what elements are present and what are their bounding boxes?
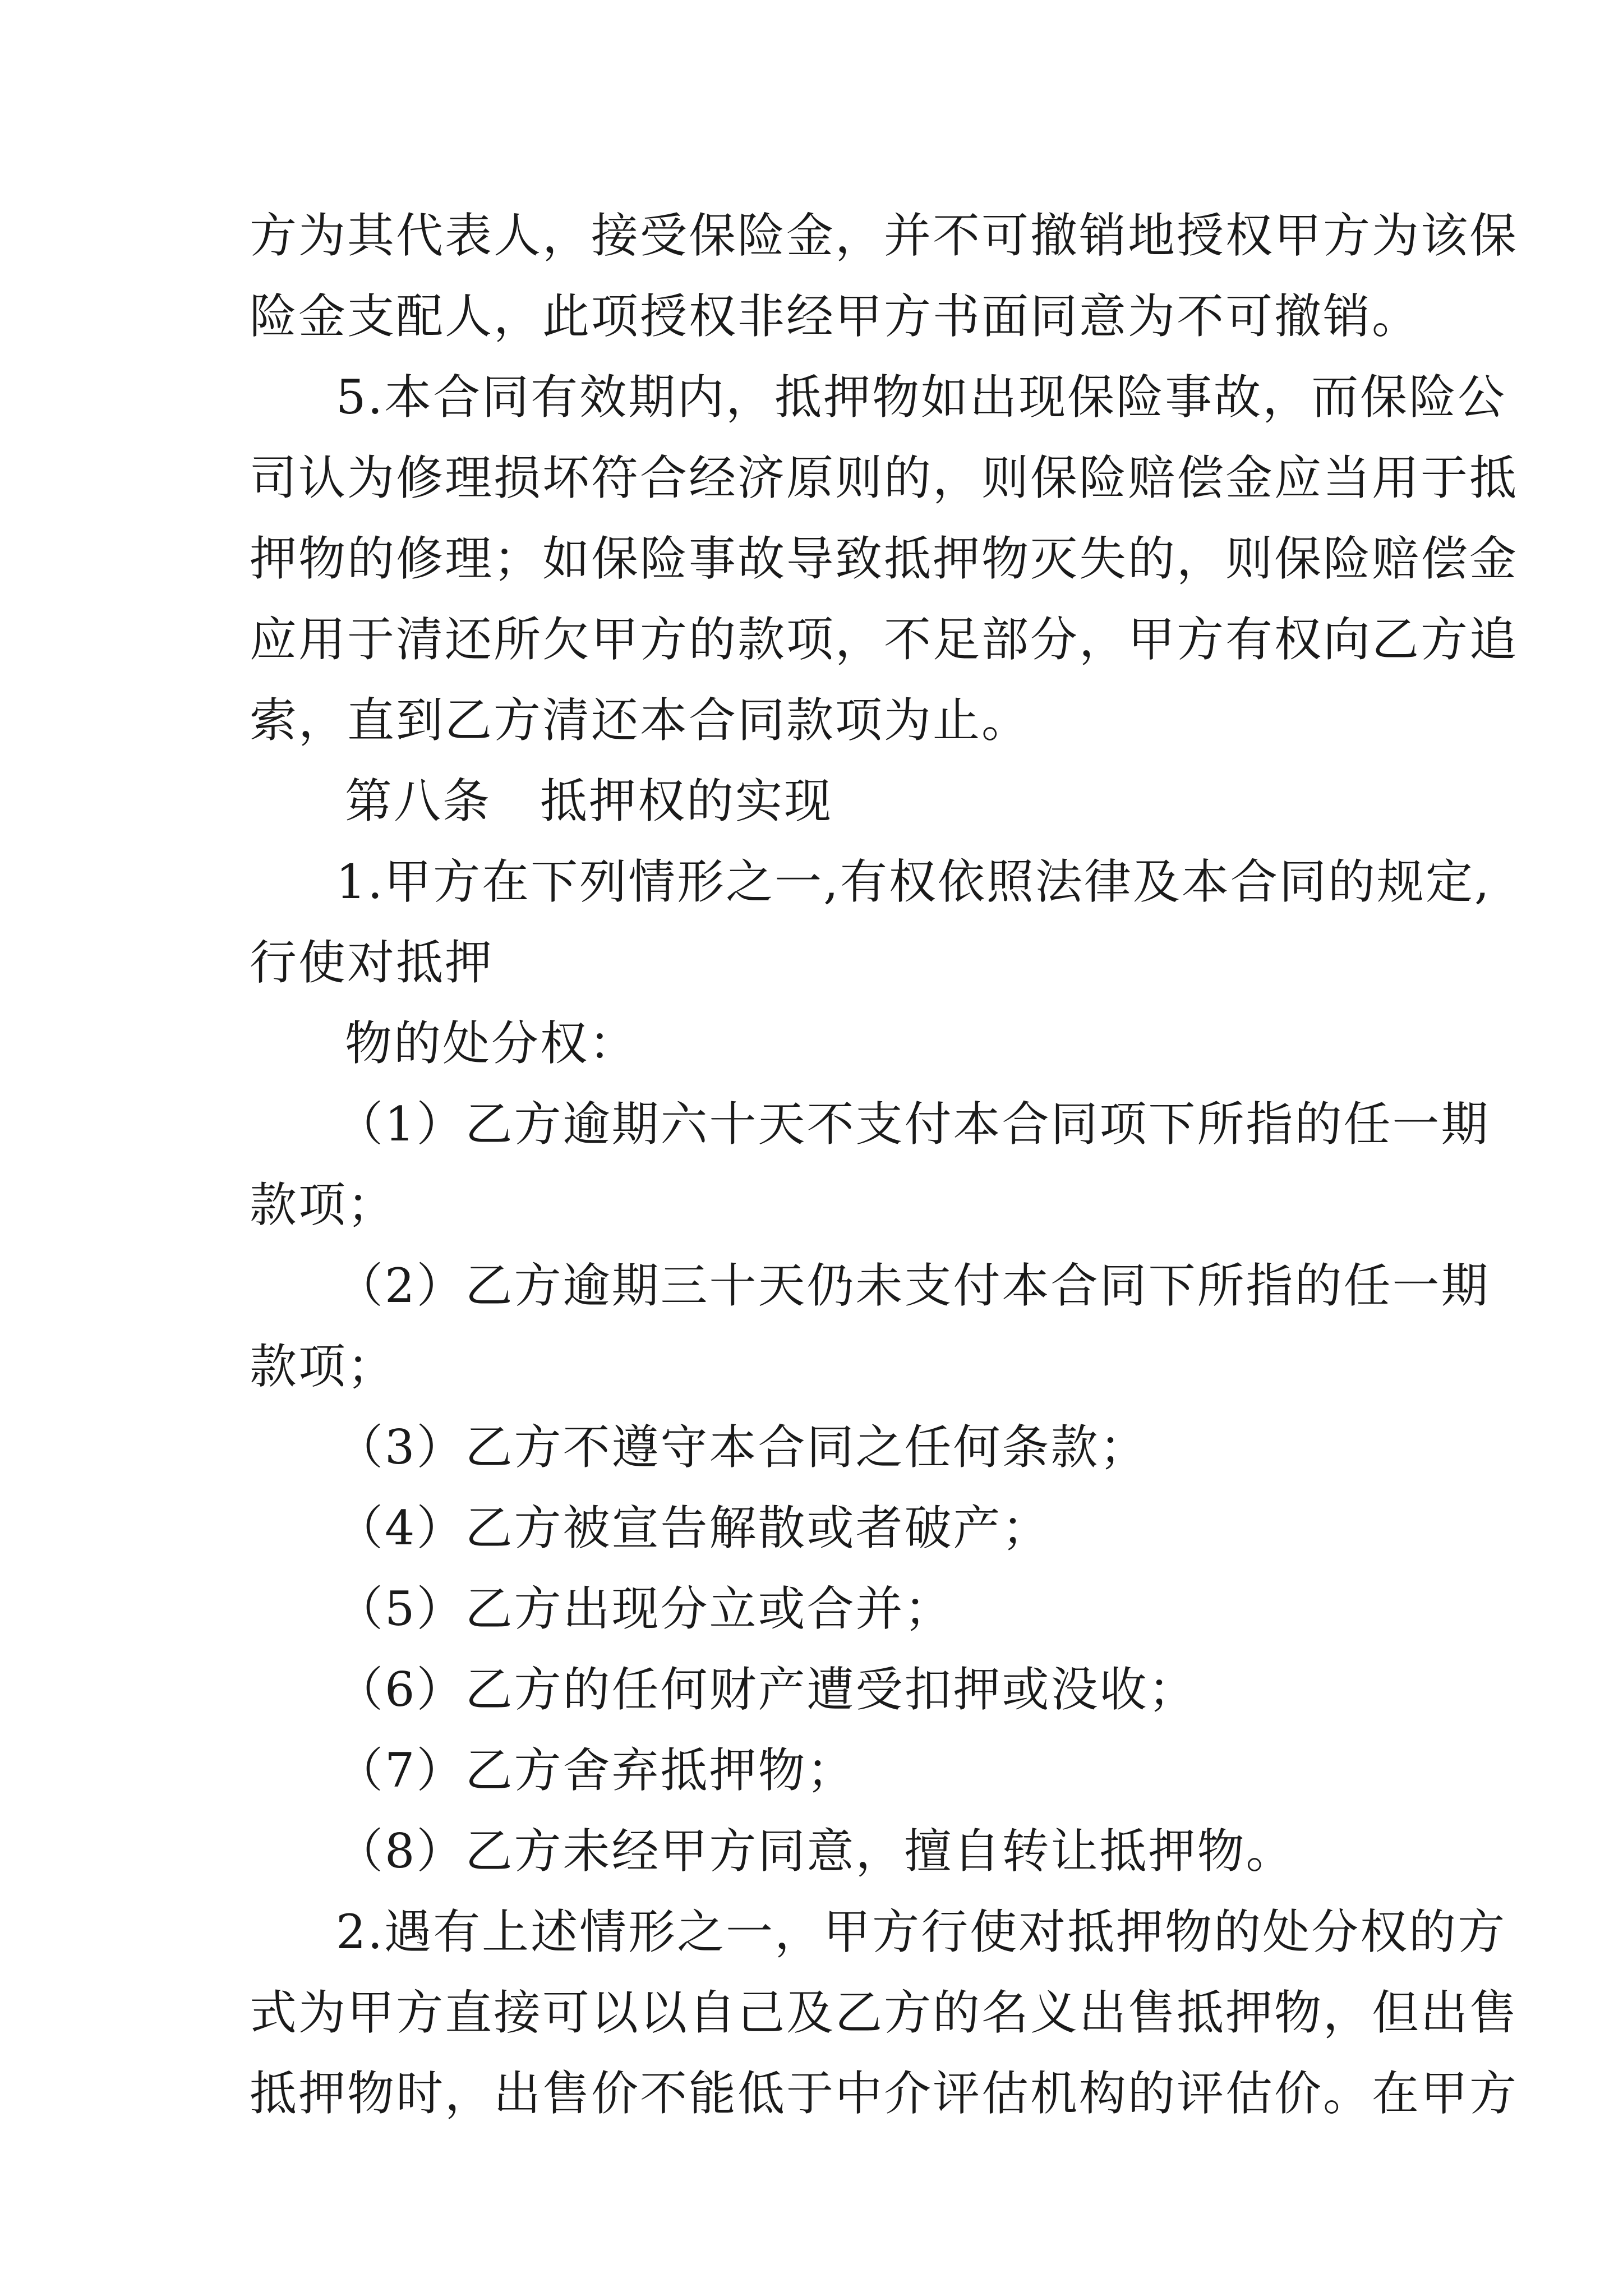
text-line-7: 索，直到乙方清还本合同款项为止。 (250, 693, 1031, 748)
list-item-4: （4）乙方被宣告解散或者破产； (336, 1501, 1051, 1556)
text-line-4: 司认为修理损坏符合经济原则的，则保险赔偿金应当用于抵 (250, 450, 1519, 505)
text-line-10: 行使对抵押 (250, 935, 494, 990)
text-line-2: 险金支配人，此项授权非经甲方书面同意为不可撤销。 (250, 289, 1421, 344)
list-item-2: （2）乙方逾期三十天仍未支付本合同下所指的任一期 (336, 1258, 1490, 1313)
text-line-9: 1.甲方在下列情形之一,有权依照法律及本合同的规定, (336, 854, 1491, 909)
text-line-6: 应用于清还所欠甲方的款项，不足部分，甲方有权向乙方追 (250, 612, 1519, 667)
list-item-5: （5）乙方出现分立或合并； (336, 1581, 953, 1636)
text-line-22: 2.遇有上述情形之一，甲方行使对抵押物的处分权的方 (336, 1904, 1507, 1959)
text-line-24: 抵押物时，出售价不能低于中介评估机构的评估价。在甲方 (250, 2066, 1519, 2121)
list-item-7: （7）乙方舍弃抵押物； (336, 1743, 856, 1798)
section-heading: 第八条 抵押权的实现 (345, 774, 833, 829)
list-item-1: （1）乙方逾期六十天不支付本合同项下所指的任一期 (336, 1097, 1490, 1152)
text-line-23: 式为甲方直接可以以自己及乙方的名义出售抵押物，但出售 (250, 1985, 1519, 2040)
list-item-8: （8）乙方未经甲方同意，擅自转让抵押物。 (336, 1824, 1295, 1879)
list-item-3: （3）乙方不遵守本合同之任何条款； (336, 1420, 1149, 1475)
text-line-1: 方为其代表人，接受保险金，并不可撤销地授权甲方为该保 (250, 208, 1519, 263)
text-line-3: 5.本合同有效期内，抵押物如出现保险事故，而保险公 (336, 370, 1507, 425)
text-line-11: 物的处分权： (345, 1016, 638, 1071)
text-line-5: 押物的修理；如保险事故导致抵押物灭失的，则保险赔偿金 (250, 531, 1519, 586)
list-item-2-cont: 款项； (250, 1339, 396, 1394)
list-item-6: （6）乙方的任何财产遭受扣押或没收； (336, 1662, 1197, 1717)
list-item-1-cont: 款项； (250, 1177, 396, 1232)
